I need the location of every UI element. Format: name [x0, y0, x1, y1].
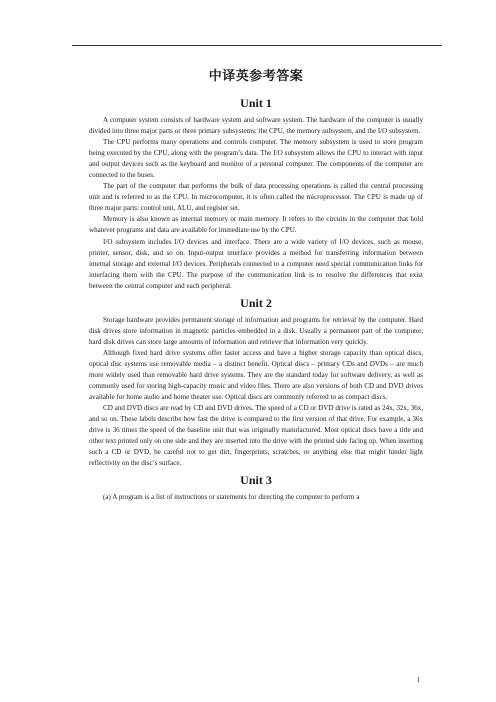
document-title: 中译英参考答案: [208, 69, 304, 84]
paragraph: The part of the computer that performs the bulk of data processing operations is called the central processing unit and is referred to as the CPU. In microcomputer, it is often called the microprocessor. The CPU is made up of three major parts: control unit, ALU, and register set.: [89, 182, 423, 213]
document-content: [89, 60, 423, 503]
unit-1-section: [89, 96, 423, 292]
unit-heading: Unit 2: [240, 295, 272, 310]
paragraph: Although fixed hard drive systems offer faster access and have a higher storage capacity than optical discs, optical disc systems use removable media – a distinct benefit. Optical discs – primary CDs and DVDs – are much more widely used than removable hard drive systems. They are the standard today for software delivery, as well as commonly used for storing high-capacity music and video files. There are also versions of both CD and DVD drives available for home audio and home theater use. Optical discs are commonly referred to as compact discs.: [89, 348, 423, 402]
paragraph: CD and DVD discs are read by CD and DVD drives. The speed of a CD or DVD drive is rated as 24x, 32x, 36x, and so on. These labels describe how fast the drive is compared to the first version of that drive. For example, a 36x drive is 36 times the speed of the baseline unit that was originally manufactured. Most optical discs have a title and other text printed only on one side and they are inserted into the drive with the printed side facing up. When inserting such a CD or DVD, be careful not to get dirt, fingerprints, scratches, or anything else that might hinder light reflectivity on the disc’s surface.: [89, 404, 423, 468]
unit-heading: Unit 3: [240, 473, 272, 488]
paragraph: Memory is also known as internal memory or main memory. It refers to the circuits in the computer that hold whatever programs and data are available for immediate use by the CPU.: [89, 215, 423, 235]
header-rule: [72, 45, 442, 46]
page-number: 1: [416, 676, 420, 684]
paragraph: Storage hardware provides permanent storage of information and programs for retrieval by the computer. Hard disk drives store information in magnetic particles embedded in a disk. Usually a permanent part of the computer, hard disk drives can store large amounts of information and retrieve that information very quickly.: [89, 315, 423, 346]
unit-heading: Unit 1: [240, 96, 272, 110]
paragraph: A computer system consists of hardware system and software system. The hardware of the computer is usually divided into three major parts or three primary subsystems: the CPU, the memory subsystem, and the I/O subsystem.: [89, 116, 423, 136]
paragraph: The CPU performs many operations and controls computer. The memory subsystem is used to store program being executed by the CPU, along with the program’s data. The I/O subsystem allows the CPU to interact with input and output devices such as the keyboard and monitor of a personal computer. The components of the computer are connected to the buses.: [89, 138, 423, 180]
paragraph: (a) A program is a list of instructions or statements for directing the computer to perform a: [103, 493, 360, 502]
paragraph: I/O subsystem includes I/O devices and interface. There are a wide variety of I/O devices, such as mouse, printer, sensor, disk, and so on. Input-output interface provides a method for transferring information between internal storage and external I/O devices. Peripherals connected to a computer need special communication links for interfacing them with the CPU. The purpose of the communication link is to resolve the differences that exist between the central computer and each peripheral.: [89, 237, 423, 290]
unit-3-section: [89, 473, 423, 503]
unit-2-section: [89, 296, 423, 470]
